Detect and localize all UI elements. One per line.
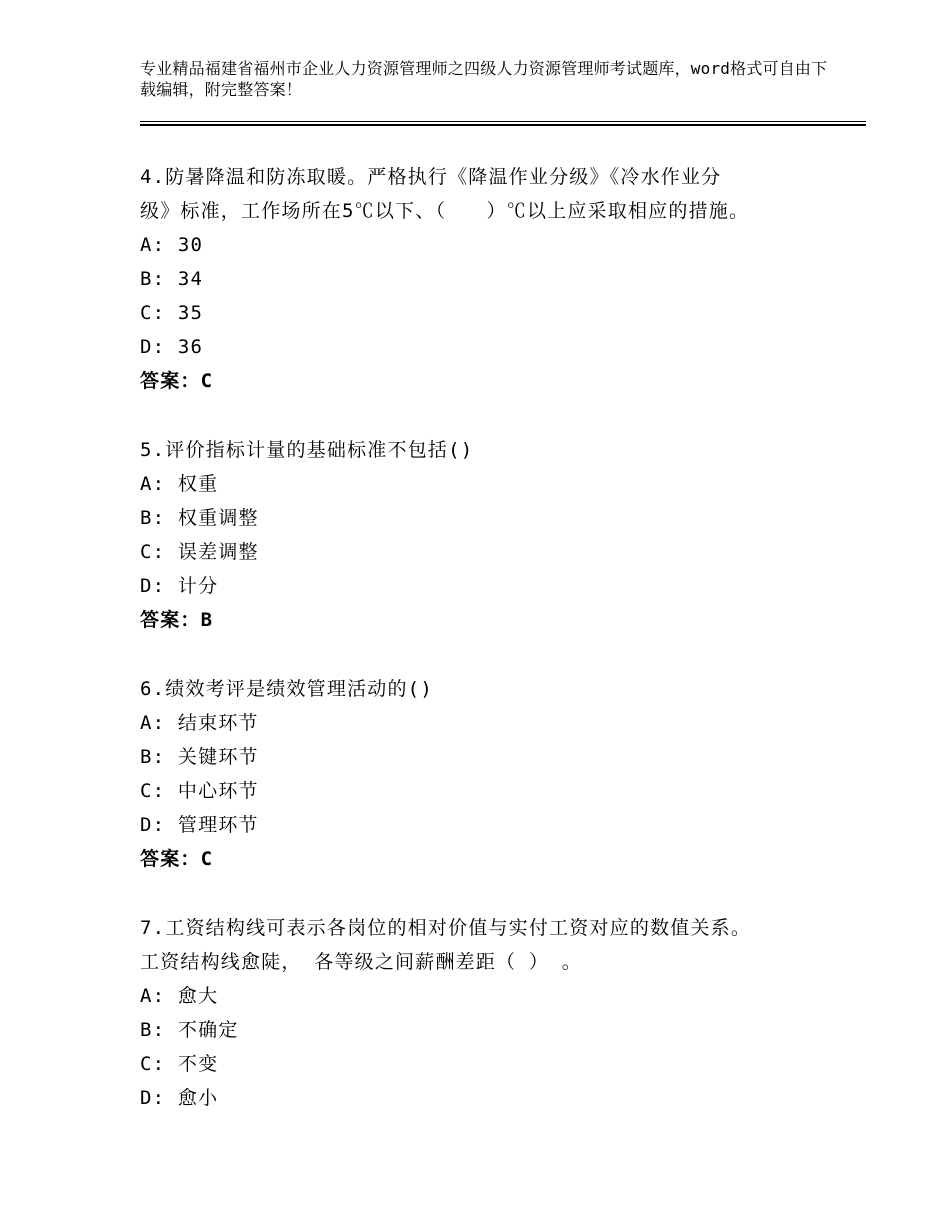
question-7-option-b: B: 不确定 [140, 1019, 239, 1041]
question-4-option-a: A: 30 [140, 234, 204, 256]
question-5-option-c: C: 误差调整 [140, 541, 259, 563]
question-5-text: 5.评价指标计量的基础标准不包括() [140, 439, 474, 461]
question-6-option-c: C: 中心环节 [140, 780, 259, 802]
question-5-option-a: A: 权重 [140, 473, 219, 495]
question-7-option-c: C: 不变 [140, 1053, 219, 1075]
question-6-option-b: B: 关键环节 [140, 746, 259, 768]
question-5-option-b: B: 权重调整 [140, 507, 259, 529]
question-6-option-a: A: 结束环节 [140, 712, 259, 734]
question-6-answer: 答案：C [140, 848, 214, 870]
question-4-text-line2: 级》标准，工作场所在5℃以下、（ ）℃以上应采取相应的措施。 [140, 200, 750, 222]
question-6-text: 6.绩效考评是绩效管理活动的() [140, 678, 433, 700]
question-4-option-c: C: 35 [140, 302, 204, 324]
question-4-option-d: D: 36 [140, 336, 204, 358]
question-5-answer: 答案：B [140, 609, 214, 631]
header-rule-thick [140, 124, 866, 126]
question-7-text-line2: 工资结构线愈陡， 各等级之间薪酬差距（ ） 。 [140, 951, 582, 973]
question-5-option-d: D: 计分 [140, 575, 219, 597]
question-7-option-a: A: 愈大 [140, 985, 219, 1007]
question-6-option-d: D: 管理环节 [140, 814, 259, 836]
header-rule-thin [140, 121, 866, 122]
question-4-option-b: B: 34 [140, 268, 204, 290]
question-7-text-line1: 7.工资结构线可表示各岗位的相对价值与实付工资对应的数值关系。 [140, 917, 752, 939]
question-4-answer: 答案：C [140, 370, 214, 392]
document-header: 专业精品福建省福州市企业人力资源管理师之四级人力资源管理师考试题库，word格式可自由下载编辑，附完整答案！ [140, 59, 828, 99]
question-4-text-line1: 4.防暑降温和防冻取暖。严格执行《降温作业分级》《冷水作业分 [140, 166, 722, 188]
question-7-option-d: D: 愈小 [140, 1087, 219, 1109]
